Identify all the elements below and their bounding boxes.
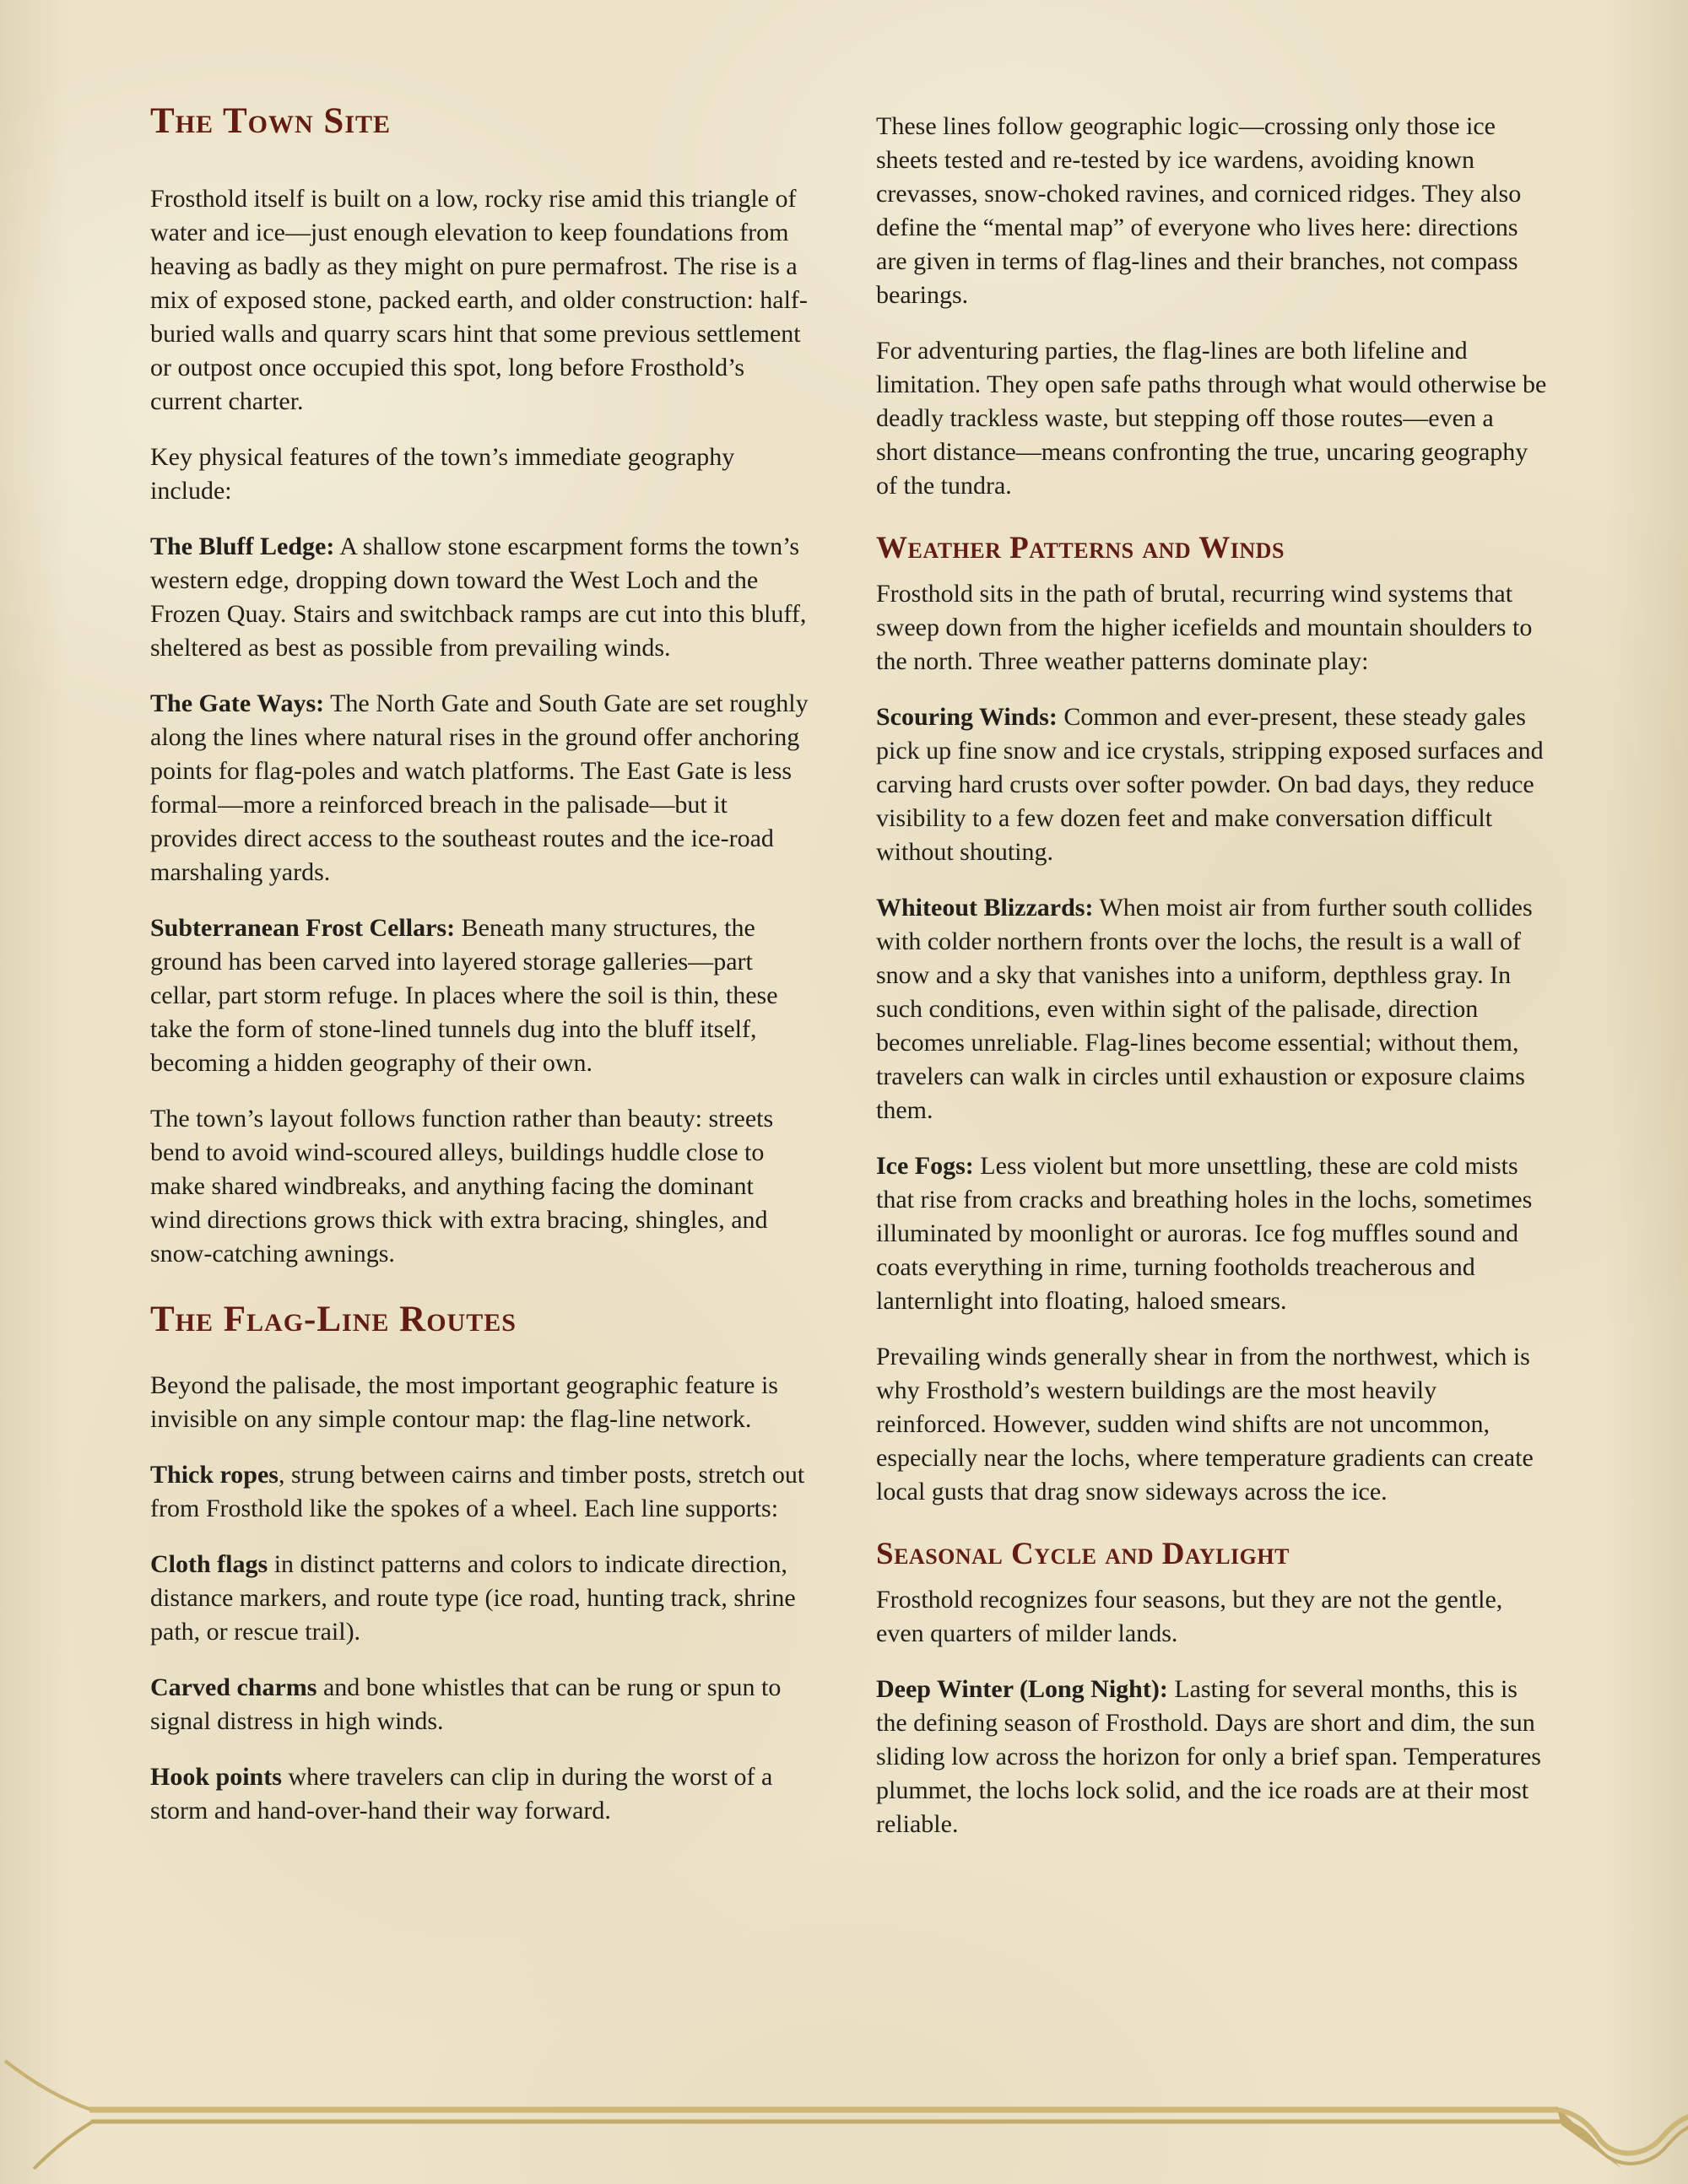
run-in-label-whiteout-blizzards: Whiteout Blizzards: — [876, 894, 1094, 922]
footer-left-flourish-upper — [5, 2061, 91, 2110]
footer-left-flourish-lower — [34, 2122, 93, 2169]
run-in-label-ice-fogs: Ice Fogs: — [876, 1152, 974, 1180]
run-in-label-deep-winter: Deep Winter (Long Night): — [876, 1675, 1168, 1703]
paragraph: Frosthold sits in the path of brutal, recurring wind systems that sweep down from the higher icefields and mountain shoulders to the north. Three weather patterns dominate play: — [876, 580, 1533, 675]
run-in-label-frost-cellars: Subterranean Frost Cellars: — [150, 914, 456, 942]
paragraph-text: A shallow stone escarpment forms the town’s western edge, dropping down toward the West Loch and the Frozen Quay. Stairs and switchback ramps are cut into this bluff, sheltered as best as possible from prevailing winds. — [150, 532, 807, 662]
paragraph-text: Beneath many structures, the ground has been carved into layered storage galleries—part cellar, part storm refuge. In places where the soil is thin, these take the form of stone-lined tunnels dug into the bluff itself, becoming a hidden geography of their own. — [150, 914, 778, 1077]
paragraph — [876, 700, 1550, 869]
paragraph: For adventuring parties, the flag-lines are both lifeline and limitation. They open safe paths through what would otherwise be deadly trackless waste, but stepping off those routes—even a short distance—means confronting the true, uncaring geography of the tundra. — [876, 337, 1547, 500]
footer-ornament — [0, 2059, 1688, 2184]
paragraph — [150, 1548, 809, 1649]
paragraph — [150, 1458, 809, 1526]
paragraph-text: and bone whistles that can be rung or spun to signal distress in high winds. — [150, 1673, 782, 1735]
paragraph: The town’s layout follows function rather than beauty: streets bend to avoid wind-scoured alleys, buildings huddle close to make shared windbreaks, and anything facing the dominant wind directions grows thick with extra bracing, shingles, and snow-catching awnings. — [150, 1105, 774, 1268]
run-in-label-cloth-flags: Cloth flags — [150, 1550, 268, 1578]
paragraph: Frosthold recognizes four seasons, but they are not the gentle, even quarters of milder lands. — [876, 1586, 1503, 1647]
paragraph-text: The North Gate and South Gate are set roughly along the lines where natural rises in the ground offer anchoring points for flag-poles and watch platforms. The East Gate is less formal—more a reinforced breach in the palisade—but it provides direct access to the southeast routes and the ice-road marshaling yards. — [150, 689, 809, 886]
paragraph-text: , strung between cairns and timber posts, stretch out from Frosthold like the spokes of a wheel. Each line supports: — [150, 1461, 805, 1522]
paragraph: Frosthold itself is built on a low, rocky rise amid this triangle of water and ice—just enough elevation to keep foundations from heaving as badly as they might on pure permafrost. The rise is a mix of exposed stone, packed earth, and older construction: half-buried walls and quarry scars hint that some previous settlement or outpost once occupied this spot, long before Frosthold’s current charter. — [150, 185, 808, 415]
run-in-label-scouring-winds: Scouring Winds: — [876, 703, 1058, 731]
section-heading-flag-line-routes: The Flag-Line Routes — [150, 1300, 517, 1339]
paragraph — [150, 1760, 809, 1828]
section-heading-seasonal-cycle: Seasonal Cycle and Daylight — [876, 1537, 1290, 1571]
run-in-label-bluff-ledge: The Bluff Ledge: — [150, 532, 335, 560]
paragraph: These lines follow geographic logic—crossing only those ice sheets tested and re-tested by ice wardens, avoiding known crevasses, snow-choked ravines, and corniced ridges. They also define the “mental map” of everyone who lives here: directions are given in terms of flag-lines and their branches, not compass bearings. — [876, 112, 1522, 309]
paragraph-text: Less violent but more unsettling, these are cold mists that rise from cracks and breathing holes in the lochs, sometimes illuminated by moonlight or auroras. Ice fog muffles sound and coats everything in rime, turning footholds treacherous and lanternlight into floating, haloed smears. — [876, 1152, 1533, 1315]
right-column — [876, 110, 1550, 1863]
paragraph-text: where travelers can clip in during the worst of a storm and hand-over-hand their way forward. — [150, 1763, 773, 1825]
paragraph — [876, 1149, 1550, 1318]
paragraph — [150, 911, 809, 1080]
paragraph — [876, 891, 1550, 1127]
paragraph — [876, 1673, 1550, 1841]
left-column — [150, 101, 809, 1850]
run-in-label-thick-ropes: Thick ropes — [150, 1461, 279, 1489]
paragraph-text: in distinct patterns and colors to indicate direction, distance markers, and route type (ice road, hunting track, shrine path, or rescue trail). — [150, 1550, 796, 1646]
paragraph: Key physical features of the town’s immediate geography include: — [150, 443, 735, 505]
paragraph-text: When moist air from further south collides with colder northern fronts over the lochs, the result is a wall of snow and a sky that vanishes into a uniform, depthless gray. In such conditions, even within sight of the palisade, direction becomes unreliable. Flag-lines become essential; without them, travelers can walk in circles until exhaustion or exposure claims them. — [876, 894, 1533, 1124]
paragraph-text: Lasting for several months, this is the defining season of Frosthold. Days are short and dim, the sun sliding low across the horizon for only a brief span. Temperatures plummet, the lochs lock solid, and the ice roads are at their most reliable. — [876, 1675, 1541, 1838]
section-heading-weather-patterns: Weather Patterns and Winds — [876, 531, 1285, 565]
run-in-label-gate-ways: The Gate Ways: — [150, 689, 325, 717]
section-heading-town-site: The Town Site — [150, 101, 392, 141]
run-in-label-hook-points: Hook points — [150, 1763, 282, 1791]
paragraph: Prevailing winds generally shear in from the northwest, which is why Frosthold’s western buildings are the most heavily reinforced. However, sudden wind shifts are not uncommon, especially near the lochs, where temperature gradients can create local gusts that drag snow sideways across the ice. — [876, 1343, 1534, 1506]
paragraph — [150, 1671, 809, 1738]
paragraph-text: Common and ever-present, these steady gales pick up fine snow and ice crystals, stripping exposed surfaces and carving hard crusts over softer powder. On bad days, they reduce visibility to a few dozen feet and make conversation difficult without shouting. — [876, 703, 1544, 866]
paragraph — [150, 687, 809, 889]
paragraph: Beyond the palisade, the most important geographic feature is invisible on any simple contour map: the flag-line network. — [150, 1371, 778, 1433]
run-in-label-carved-charms: Carved charms — [150, 1673, 317, 1701]
paragraph — [150, 530, 809, 665]
